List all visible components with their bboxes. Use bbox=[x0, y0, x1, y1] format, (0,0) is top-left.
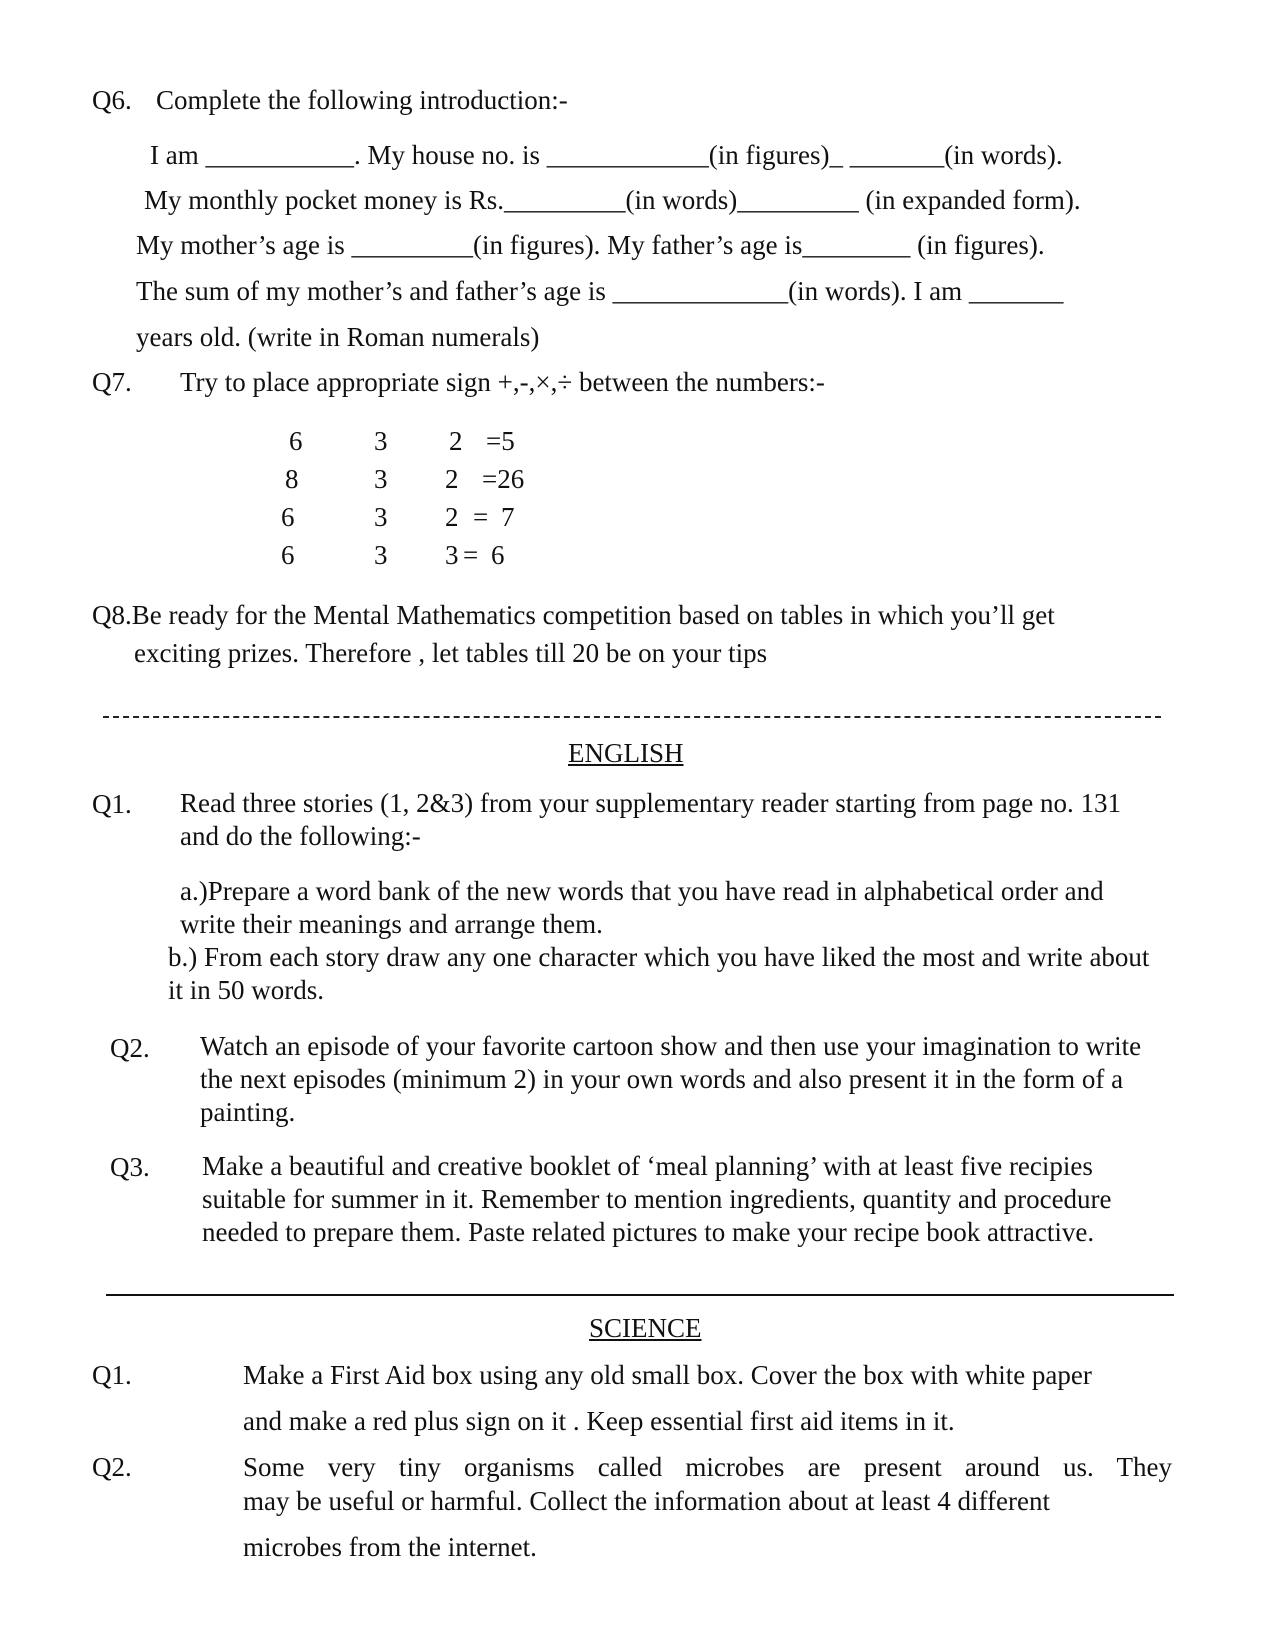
science-heading: SCIENCE bbox=[589, 1313, 702, 1343]
english-q1-text: Read three stories (1, 2&3) from your supplementary reader starting from page no. 131 and do the following:- bbox=[180, 788, 1121, 851]
q6-label: Q6. bbox=[92, 85, 132, 115]
q7-number: 3 bbox=[374, 502, 388, 532]
english-heading: ENGLISH bbox=[568, 738, 684, 768]
q6-line-1: I am ___________. My house no. is ____________(in figures)_ _______(in words). bbox=[150, 140, 1063, 170]
q7-number: 6 bbox=[281, 540, 295, 570]
q6-line-5: years old. (write in Roman numerals) bbox=[136, 322, 540, 352]
english-q3-text: Make a beautiful and creative booklet of ‘meal planning’ with at least five recipies suitable for summer in it. Remember to mention ingredients, quantity and procedure needed to prepare them. Paste related pictures to make your recipe book attractive. bbox=[202, 1151, 1112, 1247]
english-q3-label: Q3. bbox=[110, 1152, 150, 1182]
english-q2-text: Watch an episode of your favorite cartoon show and then use your imagination to write the next episodes (minimum 2) in your own words and also present it in the form of a painting. bbox=[200, 1031, 1142, 1127]
english-q1-part-b: b.) From each story draw any one character which you have liked the most and write about it in 50 words. bbox=[168, 942, 1150, 1005]
q7-result: =26 bbox=[482, 464, 525, 494]
q7-result: = 7 bbox=[473, 502, 515, 532]
q7-number: 3 bbox=[374, 464, 388, 494]
q7-number: 8 bbox=[285, 464, 299, 494]
english-q2-label: Q2. bbox=[110, 1033, 150, 1063]
q7-number: 2 bbox=[449, 426, 463, 456]
q7-number: 3 bbox=[445, 540, 459, 570]
q8-line-2: exciting prizes. Therefore , let tables till 20 be on your tips bbox=[134, 638, 768, 668]
q7-number: 2 bbox=[445, 464, 459, 494]
q6-line-3: My mother’s age is _________(in figures). My father’s age is________ (in figures). bbox=[136, 230, 1045, 260]
q8-line-1: Q8.Be ready for the Mental Mathematics competition based on tables in which you’ll get bbox=[92, 600, 1055, 630]
science-q1-line-1: Make a First Aid box using any old small box. Cover the box with white paper bbox=[243, 1360, 1092, 1390]
section-divider-solid bbox=[106, 1294, 1174, 1296]
science-q1-line-2: and make a red plus sign on it . Keep essential first aid items in it. bbox=[243, 1406, 955, 1436]
science-q2-line-1: Some very tiny organisms called microbes are present around us. They bbox=[243, 1452, 1172, 1482]
section-divider-dashed bbox=[103, 716, 1161, 718]
science-q1-label: Q1. bbox=[92, 1360, 132, 1390]
q7-label: Q7. bbox=[92, 367, 132, 397]
q6-line-2: My monthly pocket money is Rs._________(in words)_________ (in expanded form). bbox=[144, 185, 1081, 215]
q7-number: 3 bbox=[374, 426, 388, 456]
english-q1-label: Q1. bbox=[92, 789, 132, 819]
q7-title: Try to place appropriate sign +,-,×,÷ between the numbers:- bbox=[180, 367, 825, 397]
science-q2-line-2: may be useful or harmful. Collect the information about at least 4 different bbox=[243, 1486, 1051, 1516]
q7-number: 2 bbox=[445, 502, 459, 532]
science-q2-line-3: microbes from the internet. bbox=[243, 1532, 537, 1562]
english-q1-part-a: a.)Prepare a word bank of the new words that you have read in alphabetical order and write their meanings and arrange them. bbox=[180, 876, 1104, 939]
q7-number: 6 bbox=[289, 426, 303, 456]
q7-number: 6 bbox=[281, 502, 295, 532]
q6-line-4: The sum of my mother’s and father’s age is _____________(in words). I am _______ bbox=[136, 276, 1064, 306]
q7-result: = 6 bbox=[463, 540, 505, 570]
q6-title: Complete the following introduction:- bbox=[156, 85, 568, 115]
q7-number: 3 bbox=[374, 540, 388, 570]
q7-result: =5 bbox=[486, 426, 515, 456]
science-q2-label: Q2. bbox=[92, 1452, 132, 1482]
